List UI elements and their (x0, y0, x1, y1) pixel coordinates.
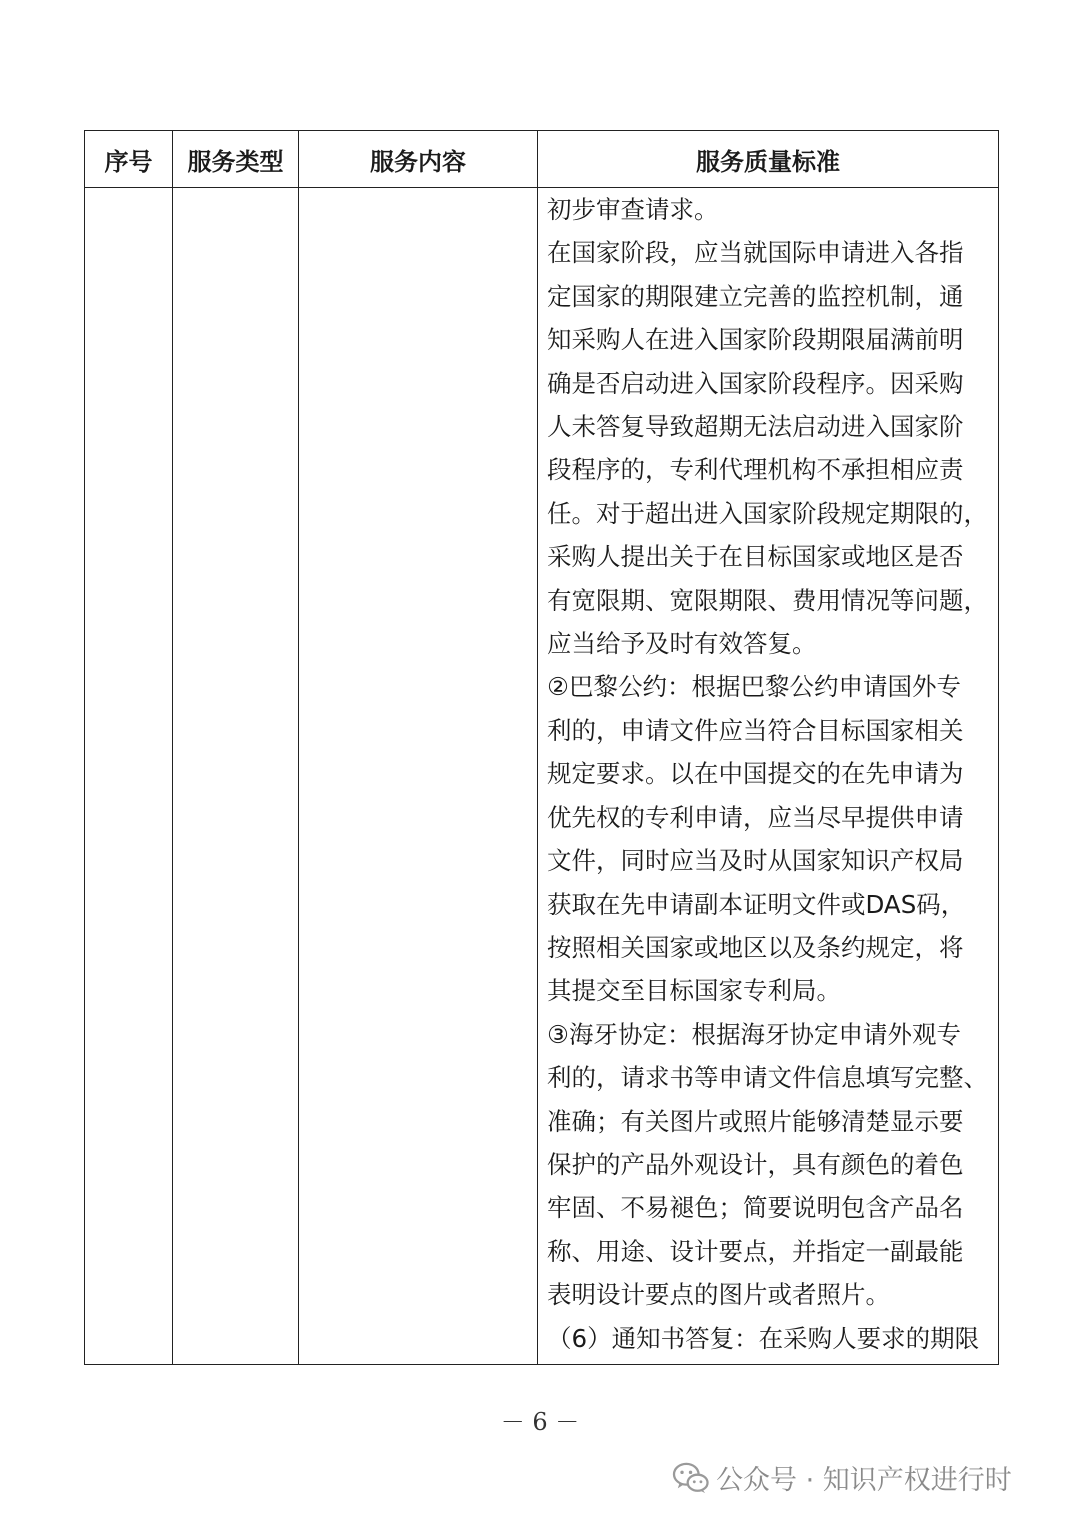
quality-standard-text (538, 188, 998, 1360)
standard-line: ②巴黎公约：根据巴黎公约申请国外专 (547, 672, 961, 702)
standard-line: 优先权的专利申请，应当尽早提供申请 (547, 802, 964, 832)
standard-line: 采购人提出关于在目标国家或地区是否 (547, 542, 964, 572)
standard-line: 文件，同时应当及时从国家知识产权局 (547, 846, 964, 876)
cell-quality-standard (538, 188, 999, 1365)
wechat-icon (672, 1461, 710, 1495)
table-row (85, 188, 999, 1365)
standard-line: 在国家阶段，应当就国际申请进入各指 (547, 238, 964, 268)
standard-line: 知采购人在进入国家阶段期限届满前明 (547, 325, 964, 355)
standard-line: 人未答复导致超期无法启动进入国家阶 (547, 412, 964, 442)
service-standard-table (84, 130, 999, 1365)
standard-line: ③海牙协定：根据海牙协定申请外观专 (547, 1019, 961, 1049)
standard-line: 利的，申请文件应当符合目标国家相关 (547, 715, 964, 745)
watermark (672, 1458, 1012, 1497)
standard-line: 牢固、不易褪色；简要说明包含产品名 (547, 1193, 964, 1223)
header-service-content: 服务内容 (299, 131, 538, 188)
cell-service-content (299, 188, 538, 1365)
standard-line: 按照相关国家或地区以及条约规定，将 (547, 932, 964, 962)
standard-line: 段程序的，专利代理机构不承担相应责 (547, 455, 964, 485)
standard-line: 初步审查请求。 (547, 195, 719, 224)
standard-line: 规定要求。以在中国提交的在先申请为 (547, 759, 964, 789)
watermark-text: 公众号 · 知识产权进行时 (716, 1465, 1012, 1496)
header-service-type: 服务类型 (173, 131, 299, 188)
standard-line: 称、用途、设计要点，并指定一副最能 (547, 1236, 964, 1266)
standard-line: 准确；有关图片或照片能够清楚显示要 (547, 1106, 964, 1136)
standard-line: 利的，请求书等申请文件信息填写完整、 (547, 1063, 988, 1093)
standard-line: 确是否启动进入国家阶段程序。因采购 (547, 368, 964, 398)
standard-line: 获取在先申请副本证明文件或DAS码， (547, 889, 966, 919)
standard-line: 保护的产品外观设计，具有颜色的着色 (547, 1149, 964, 1179)
header-serial-number: 序号 (85, 131, 173, 188)
standard-line: 其提交至目标国家专利局。 (547, 976, 841, 1006)
table-header-row (85, 131, 999, 188)
standard-line: 任。对于超出进入国家阶段规定期限的， (547, 498, 988, 528)
standard-line: 有宽限期、宽限期限、费用情况等问题， (547, 585, 988, 615)
cell-serial-number (85, 188, 173, 1365)
header-quality-standard: 服务质量标准 (538, 131, 999, 188)
standard-line: 定国家的期限建立完善的监控机制，通 (547, 281, 964, 311)
standard-line: 应当给予及时有效答复。 (547, 629, 817, 659)
standard-line: （6）通知书答复：在采购人要求的期限 (547, 1323, 980, 1353)
standard-line: 表明设计要点的图片或者照片。 (547, 1280, 890, 1310)
page-number: － 6 － (500, 1408, 580, 1436)
cell-service-type (173, 188, 299, 1365)
